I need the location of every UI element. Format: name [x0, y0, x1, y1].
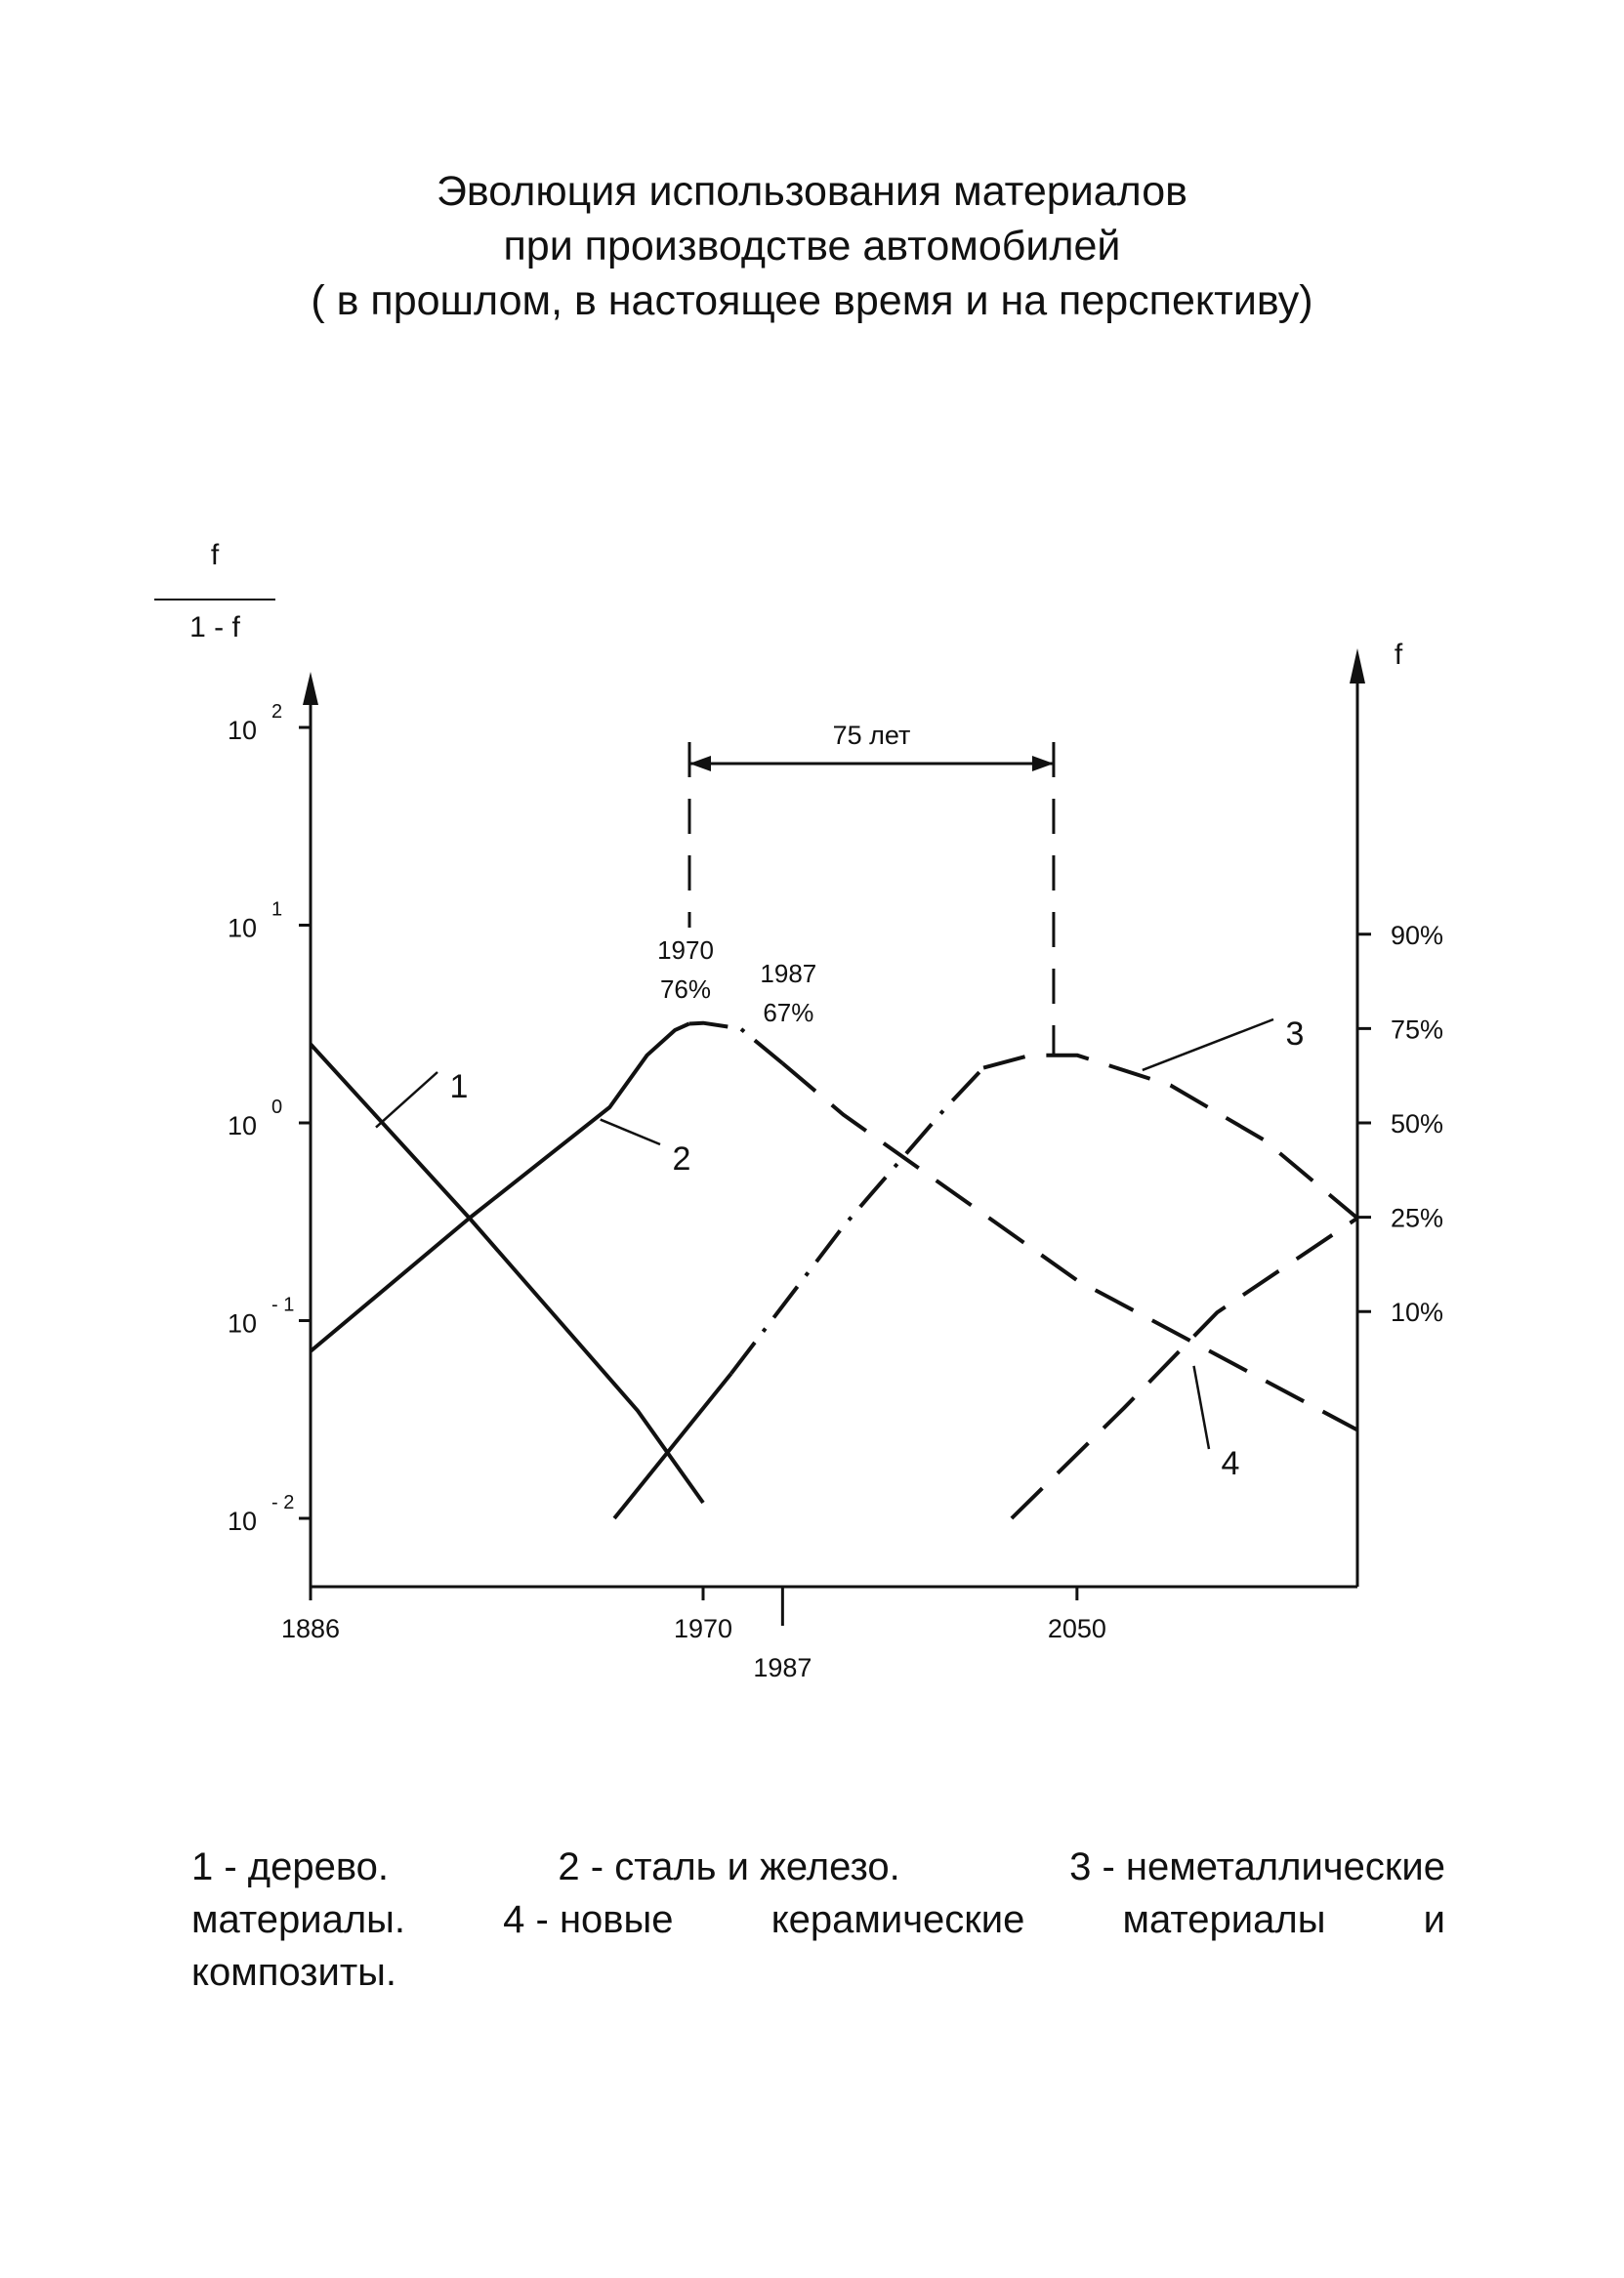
legend-item-2: 2 - сталь и железо. — [558, 1845, 900, 1888]
span-arrow-right — [1032, 756, 1054, 771]
left-axis-label-denominator: 1 - f — [189, 611, 240, 643]
annotation-67-percent: 67% — [763, 998, 814, 1027]
legend-item-4c: материалы — [1122, 1898, 1326, 1941]
right-axis-arrow — [1350, 648, 1365, 683]
left-tick-label-base: 10 — [227, 1111, 258, 1140]
left-tick-label-exponent: 2 — [271, 701, 283, 723]
right-tick-label: 25% — [1391, 1203, 1444, 1233]
series-3-leader-line — [1143, 1019, 1273, 1070]
annotation-76-percent: 76% — [659, 974, 712, 1004]
series-3-line-dashed — [983, 1056, 1357, 1219]
legend-item-4b: керамические — [770, 1898, 1025, 1941]
left-tick-label-exponent: - 1 — [271, 1294, 295, 1316]
left-tick-label-base: 10 — [227, 716, 258, 745]
series-4-leader-line — [1194, 1366, 1210, 1449]
left-tick-label-exponent: - 2 — [271, 1492, 295, 1513]
annotation-1970: 1970 — [657, 935, 714, 965]
left-tick-label-base: 10 — [227, 1308, 258, 1339]
series-2-label: 2 — [672, 1140, 691, 1178]
left-axis-arrow — [303, 672, 318, 705]
legend-item-3a: 3 - неметаллические — [1069, 1845, 1445, 1888]
series-2-line-solid — [311, 1024, 689, 1351]
series-2-leader-line — [601, 1120, 660, 1144]
left-tick-label-base: 10 — [227, 913, 258, 943]
x-tick-label: 2050 — [1047, 1614, 1106, 1643]
title-line-3: ( в прошлом, в настоящее время и на перспективу) — [311, 277, 1313, 324]
title-line-1: Эволюция использования материалов — [437, 168, 1187, 215]
series-2-line-dashdot — [689, 1023, 783, 1063]
series-4-label: 4 — [1221, 1445, 1240, 1482]
series-1-label: 1 — [449, 1068, 469, 1105]
series-3-label: 3 — [1285, 1015, 1305, 1053]
legend-item-4a: 4 - новые — [503, 1898, 674, 1941]
x-tick-label: 1886 — [280, 1614, 341, 1643]
left-axis-label-numerator: f — [210, 539, 220, 571]
left-tick-label-base: 10 — [227, 1507, 258, 1536]
legend-item-4e: композиты. — [191, 1951, 397, 1994]
title-line-2: при производстве автомобилей — [503, 223, 1121, 269]
series-2-line-dashed — [782, 1063, 1357, 1430]
chart-labels — [189, 539, 1443, 1682]
annotation-1987: 1987 — [760, 959, 817, 988]
series-1-line — [311, 1044, 703, 1503]
right-tick-label: 75% — [1391, 1015, 1444, 1045]
legend-item-1: 1 - дерево. — [191, 1845, 390, 1888]
series-1-leader-line — [376, 1072, 437, 1128]
legend-item-3b: материалы. — [191, 1898, 406, 1941]
x-tick-label: 1970 — [673, 1614, 733, 1643]
right-tick-label: 10% — [1391, 1298, 1444, 1328]
series-3-line-dashdot — [731, 1068, 983, 1374]
right-tick-label: 50% — [1391, 1109, 1444, 1139]
left-tick-label-exponent: 1 — [271, 898, 283, 921]
legend-item-4d: и — [1423, 1898, 1445, 1941]
axes — [154, 600, 1371, 1626]
legend — [191, 1841, 1445, 1999]
series-3-line-solid — [614, 1374, 731, 1518]
right-tick-label: 90% — [1391, 920, 1444, 950]
left-tick-label-exponent: 0 — [271, 1097, 283, 1118]
span-label-75-years: 75 лет — [832, 721, 911, 750]
span-arrow-left — [689, 756, 711, 771]
right-axis-label: f — [1394, 639, 1403, 671]
series-4-line — [1012, 1219, 1357, 1519]
x-tick-label: 1987 — [753, 1653, 812, 1682]
